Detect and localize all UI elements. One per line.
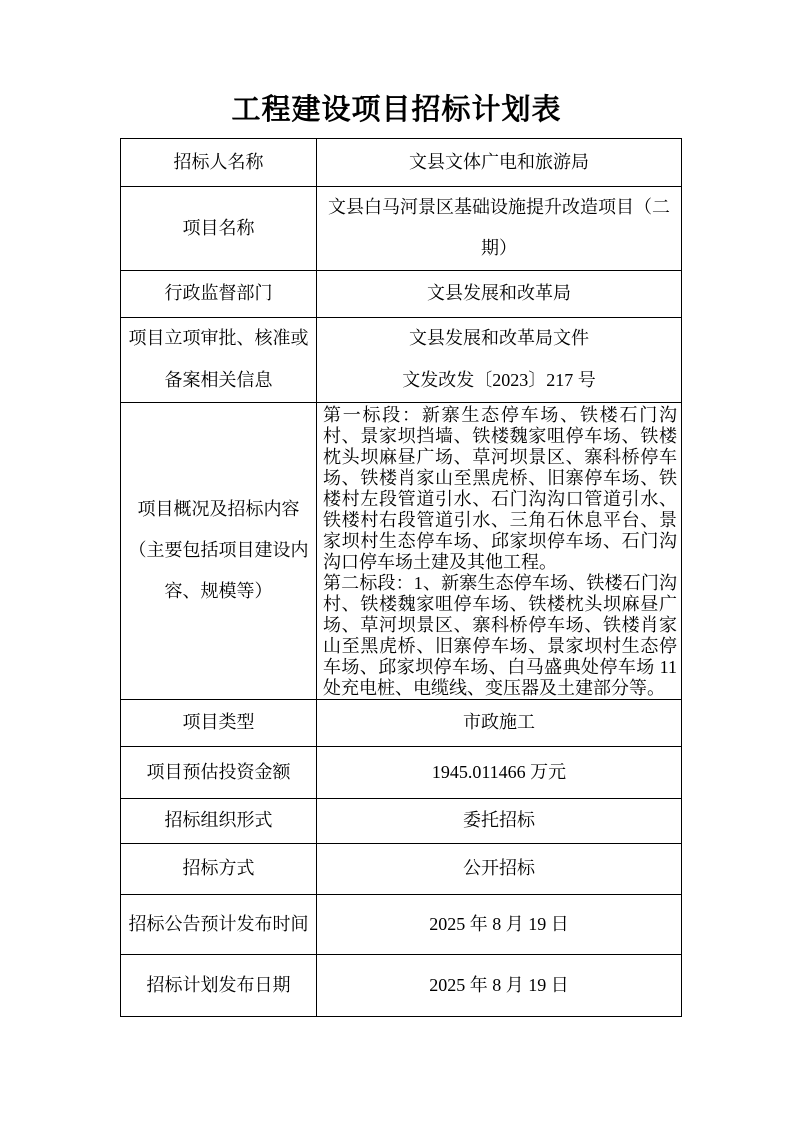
row-project-type-value: 市政施工 — [317, 699, 682, 746]
table-row — [121, 317, 682, 402]
row-project-name-value: 文县白马河景区基础设施提升改造项目（二期） — [317, 187, 682, 271]
table-row — [121, 746, 682, 798]
row-estimated-investment-label: 项目预估投资金额 — [121, 746, 317, 798]
bidding-plan-table — [120, 138, 682, 1017]
row-project-name-label: 项目名称 — [121, 187, 317, 271]
table-row — [121, 402, 682, 699]
table-row — [121, 270, 682, 317]
row-approval-info-label: 项目立项审批、核准或备案相关信息 — [121, 317, 317, 402]
row-bidder-name-value: 文县文体广电和旅游局 — [317, 139, 682, 187]
table-row — [121, 798, 682, 843]
overview-section-2: 第二标段：1、新寨生态停车场、铁楼石门沟村、铁楼魏家咀停车场、铁楼枕头坝麻昼广场、草河坝景区、寨科桥停车场、铁楼肖家山至黑虎桥、旧寨停车场、景家坝村生态停车场、邱家坝停车场、白马盛典处停车场 11 处充电桩、电缆线、变压器及土建部分等。 — [323, 572, 677, 698]
row-announcement-expected-date-label: 招标公告预计发布时间 — [121, 894, 317, 954]
approval-doc-line: 文县发展和改革局文件 — [409, 328, 589, 349]
row-supervising-department-label: 行政监督部门 — [121, 270, 317, 317]
row-bidding-method-value: 公开招标 — [317, 843, 682, 894]
table-row — [121, 894, 682, 954]
row-plan-publish-date-value: 2025 年 8 月 19 日 — [317, 954, 682, 1016]
row-supervising-department-value: 文县发展和改革局 — [317, 270, 682, 317]
row-estimated-investment-value: 1945.011466 万元 — [317, 746, 682, 798]
row-announcement-expected-date-value: 2025 年 8 月 19 日 — [317, 894, 682, 954]
row-organization-form-label: 招标组织形式 — [121, 798, 317, 843]
approval-doc-number: 文发改发〔2023〕217 号 — [402, 369, 596, 390]
row-bidder-name-label: 招标人名称 — [121, 139, 317, 187]
row-project-overview-label: 项目概况及招标内容（主要包括项目建设内容、规模等） — [121, 402, 317, 699]
table-row — [121, 187, 682, 271]
table-row — [121, 954, 682, 1016]
row-project-overview-value — [317, 402, 682, 699]
table-row — [121, 699, 682, 746]
row-bidding-method-label: 招标方式 — [121, 843, 317, 894]
row-plan-publish-date-label: 招标计划发布日期 — [121, 954, 317, 1016]
document-title: 工程建设项目招标计划表 — [231, 94, 562, 126]
table-row — [121, 843, 682, 894]
overview-section-1: 第一标段：新寨生态停车场、铁楼石门沟村、景家坝挡墙、铁楼魏家咀停车场、铁楼枕头坝麻昼广场、草河坝景区、寨科桥停车场、铁楼肖家山至黑虎桥、旧寨停车场、铁楼村左段管道引水、石门沟沟口管道引水、铁楼村右段管道引水、三角石休息平台、景家坝村生态停车场、邱家坝停车场、石门沟沟口停车场土建及其他工程。 — [323, 404, 677, 572]
table-row — [121, 139, 682, 187]
row-approval-info-value — [317, 317, 682, 402]
row-project-type-label: 项目类型 — [121, 699, 317, 746]
row-organization-form-value: 委托招标 — [317, 798, 682, 843]
